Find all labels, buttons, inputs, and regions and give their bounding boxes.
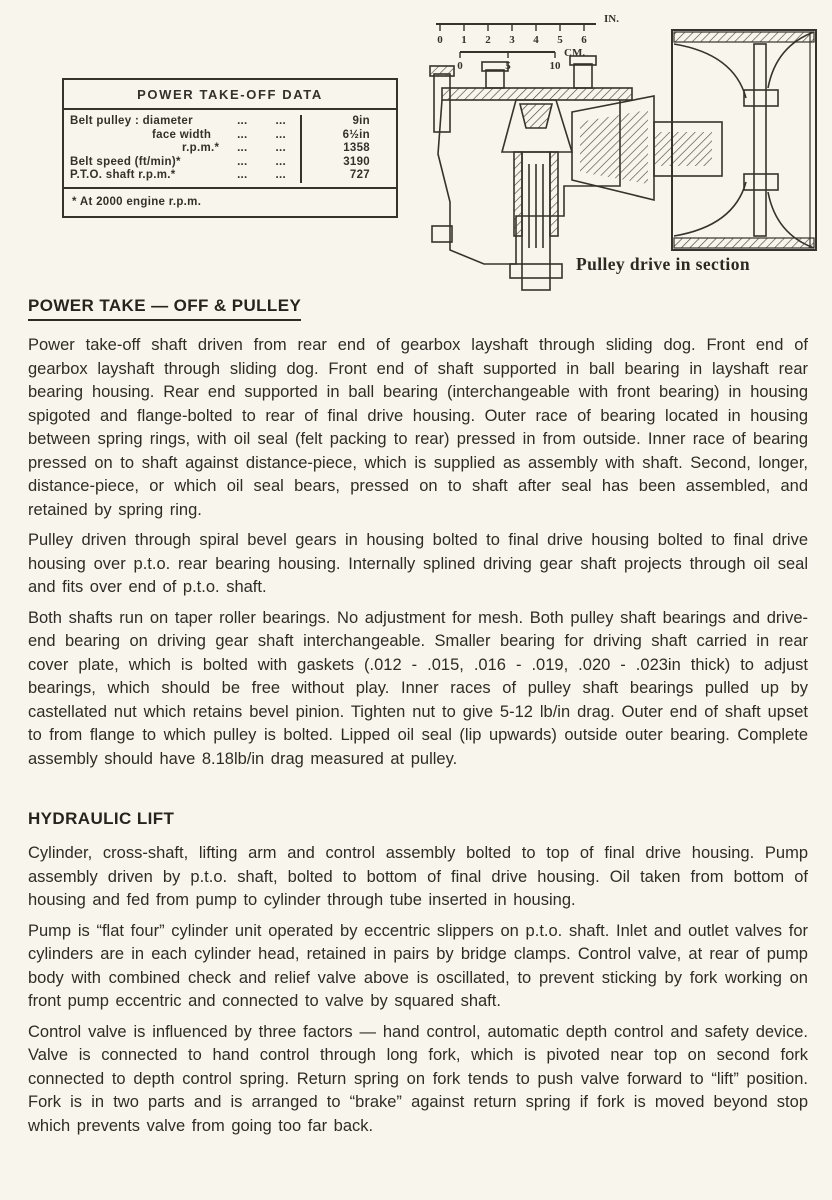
pto-table-footnote: * At 2000 engine r.p.m.	[72, 195, 202, 208]
bevel-gear-drawing	[572, 96, 722, 200]
pulley-section-figure	[424, 4, 826, 296]
paragraph: Pump is “flat four” cylinder unit operated by eccentric slippers on p.t.o. shaft. Inlet and outlet valves for cylinders are in each cylinder head, retained in pairs by bridge clamps. Control valve, at rear of pump body with combined check and relief valve above is oscillated, to prevent sticking by fork working on front pump eccentric and connected to valve by squared shaft.	[28, 921, 808, 1010]
pto-table-row	[64, 115, 396, 129]
pto-row-label: Belt speed (ft/min)*	[70, 155, 181, 168]
ruler-inch-label: IN.	[604, 13, 619, 25]
pto-row-value: 3190	[300, 156, 396, 170]
paragraph: Pulley driven through spiral bevel gears in housing bolted to final drive housing bolted to final drive housing over p.t.o. rear bearing housing. Internally splined driving gear shaft projects through oil seal and fits over end of p.t.o. shaft.	[28, 531, 808, 596]
ruler-tick-label: 10	[549, 60, 561, 72]
sections	[0, 296, 832, 1138]
pto-row-dot-leaders: ... ...	[237, 155, 286, 168]
pto-table-row	[64, 129, 396, 143]
pto-row-label: P.T.O. shaft r.p.m.*	[70, 169, 176, 181]
pto-table-title: POWER TAKE-OFF DATA	[64, 80, 396, 110]
pto-row-label: Belt pulley : diameter	[70, 115, 193, 127]
pto-row-label: r.p.m.*	[182, 142, 220, 154]
ruler-tick-label: 4	[533, 34, 539, 46]
ruler-cm-label: CM.	[564, 47, 586, 59]
paragraph: Control valve is influenced by three factors — hand control, automatic depth control and safety device. Valve is connected to hand control through long fork, which is pivoted near top on second fork connected to depth control spring. Return spring on fork tends to push valve forward to “lift” position. Fork is in two parts and is arranged to “brake” against return spring if fork is moved beyond stop which prevents valve from going too far back.	[28, 1022, 808, 1135]
ruler-cm-ticks	[457, 52, 561, 72]
figure-caption: Pulley drive in section	[576, 254, 750, 274]
pto-table-row	[64, 142, 396, 156]
ruler-tick-label: 5	[505, 60, 511, 72]
paragraph: Cylinder, cross-shaft, lifting arm and control assembly bolted to top of final drive housing. Pump assembly driven by p.t.o. shaft, bolted to bottom of final drive housing. Oil taken from bottom of housing and fed from pump to cylinder through tube inserted in housing.	[28, 844, 808, 909]
ruler-tick-label: 5	[557, 34, 563, 46]
ruler-tick-label: 6	[581, 34, 587, 46]
ruler-tick-label: 1	[461, 34, 467, 46]
pto-row-dot-leaders: ... ...	[237, 115, 286, 127]
pulley-drawing-svg	[424, 4, 826, 296]
paragraph: Both shafts run on taper roller bearings. No adjustment for mesh. Both pulley shaft bearings and drive-end bearing on driving gear shaft interchangeable. Smaller bearing for driving shaft carried in rear cover plate, which is bolted with gaskets (.012 - .015, .016 - .019, .020 - .023in thick) to adjust bearings, which should be free without play. Inner races of pulley shaft bearings pulled up by castellated nut which retains bevel pinion. Tighten nut to give 5-12 lb/in drag. Outer end of shaft upset to from flange to which pulley is bolted. Lipped oil seal (lip upwards) outside outer bearing. Complete assembly should have 8.18lb/in drag measured at pulley.	[28, 608, 808, 768]
pto-row-value: 6½in	[300, 129, 396, 143]
section-heading: POWER TAKE — OFF & PULLEY	[28, 296, 301, 321]
pto-row-dot-leaders: ... ...	[237, 169, 286, 181]
ruler-tick-label: 0	[457, 60, 463, 72]
page-header-region	[0, 0, 832, 296]
pto-row-label: face width	[152, 128, 212, 141]
pto-table-row	[64, 169, 396, 183]
section-heading: HYDRAULIC LIFT	[28, 809, 175, 828]
pto-row-value: 1358	[300, 142, 396, 156]
paragraph: Power take-off shaft driven from rear end of gearbox layshaft through sliding dog. Front end of gearbox layshaft through sliding dog. Front end of shaft supported in ball bearing in layshaft rear bearing housing. Rear end supported in ball bearing (interchangeable with front bearing) in housing spigoted and flange-bolted to rear of final drive housing. Outer race of bearing located in housing between spring rings, with oil seal (felt packing to rear) pressed in from outside. Inner race of bearing pressed on to shaft against distance-piece, which is supplied as assembly with shaft. Second, longer, distance-piece, or which oil seal bears, pressed on to shaft after seal has been assembled, and retained by spring ring.	[28, 336, 808, 519]
pto-table-body	[64, 110, 396, 189]
pto-table-row	[64, 156, 396, 170]
pto-data-table	[62, 78, 398, 218]
pto-row-dot-leaders: ... ...	[237, 142, 286, 154]
ruler-tick-label: 0	[437, 34, 443, 46]
ruler-inch-ticks	[437, 24, 587, 46]
ruler-tick-label: 3	[509, 34, 515, 46]
pto-row-dot-leaders: ... ...	[237, 128, 286, 141]
pto-row-value: 9in	[300, 115, 396, 129]
ruler-tick-label: 2	[485, 34, 491, 46]
pto-row-value: 727	[300, 169, 396, 183]
